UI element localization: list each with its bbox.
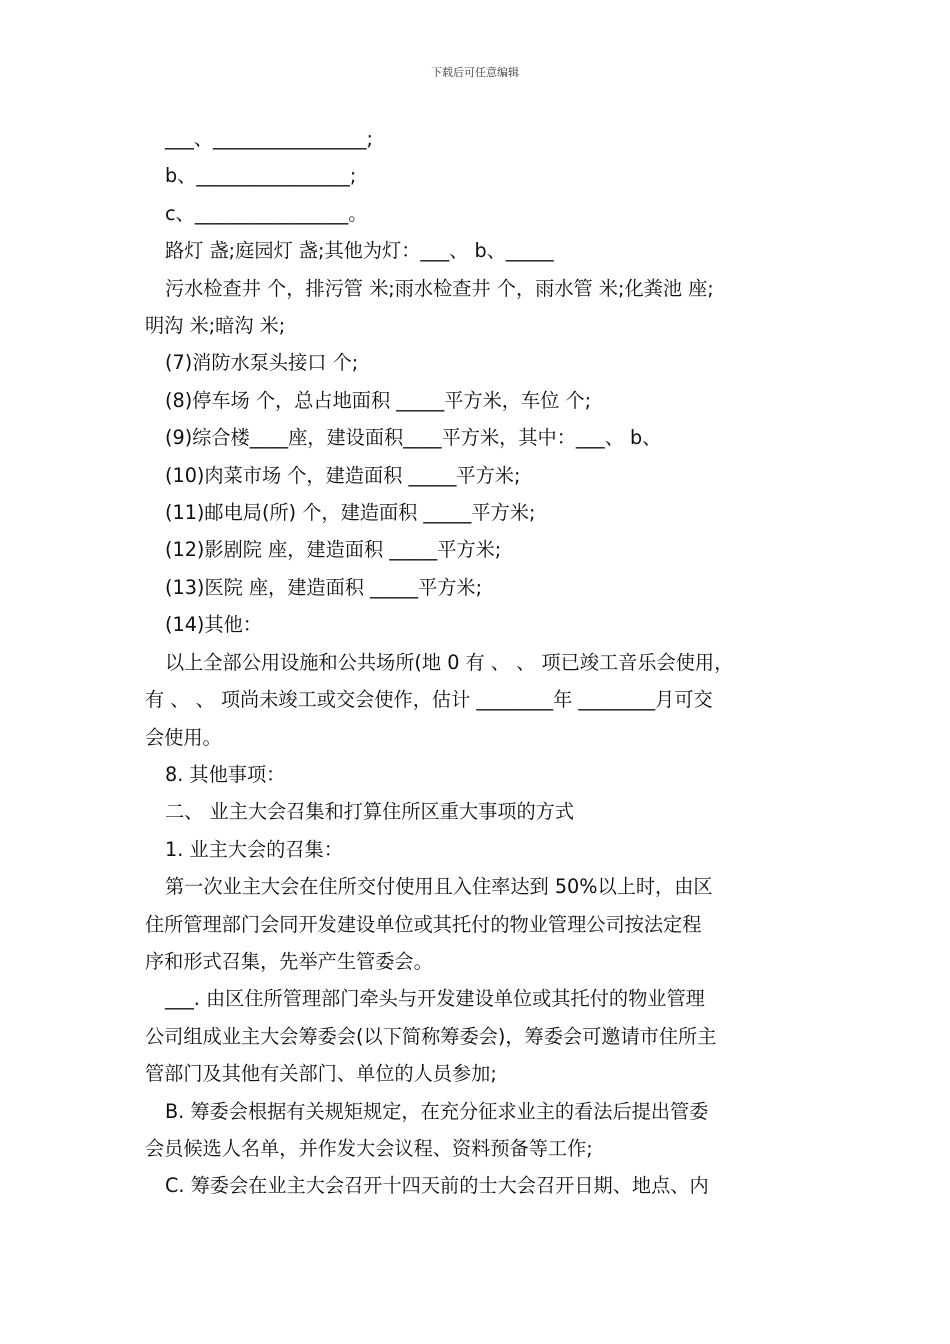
text-line: (11)邮电局(所) 个，建造面积 _____平方米; [165, 501, 536, 525]
text-line: 序和形式召集，先举产生管委会。 [145, 949, 433, 973]
text-line: 住所管理部门会同开发建设单位或其托付的物业管理公司按法定程 [145, 912, 702, 936]
text-line: (10)肉菜市场 个，建造面积 _____平方米; [165, 463, 521, 487]
text-line: (12)影剧院 座，建造面积 _____平方米; [165, 538, 502, 562]
text-line: 会使用。 [145, 725, 222, 749]
text-line: 管部门及其他有关部门、单位的人员参加; [145, 1062, 497, 1086]
text-line: C. 筹委会在业主大会召开十四天前的士大会召开日期、地点、内 [165, 1174, 709, 1198]
text-line: (8)停车场 个，总占地面积 _____平方米，车位 个; [165, 388, 592, 412]
text-line: (13)医院 座，建造面积 _____平方米; [165, 575, 483, 599]
text-line: 会员候选人名单，并作发大会议程、资料预备等工作; [145, 1136, 593, 1160]
document-body [145, 120, 810, 1205]
text-line: 路灯 盏;庭园灯 盏;其他为灯：___、 b、_____ [165, 239, 554, 263]
text-line: 以上全部公用设施和公共场所(地 0 有 、 、 项已竣工音乐会使用， [165, 650, 734, 674]
text-line: (14)其他： [165, 613, 262, 637]
text-line: ___. 由区住所管理部门牵头与开发建设单位或其托付的物业管理 [165, 987, 705, 1011]
text-line: 公司组成业主大会筹委会(以下简称筹委会)，筹委会可邀请市住所主 [145, 1024, 717, 1048]
text-line: 第一次业主大会在住所交付使用且入住率达到 50%以上时，由区 [165, 875, 713, 899]
text-line: b、________________; [165, 164, 357, 188]
text-line: (7)消防水泵头接口 个; [165, 351, 359, 375]
text-line: 污水检查井 个，排污管 米;雨水检查井 个，雨水管 米;化粪池 座; [165, 276, 714, 300]
text-line: 二、 业主大会召集和打算住所区重大事项的方式 [165, 800, 575, 824]
text-line: (9)综合楼____座，建设面积____平方米，其中：___、 b、 [165, 426, 662, 450]
text-line: 有 、 、 项尚未竣工或交会使作，估计 ________年 ________月可交 [145, 688, 713, 712]
text-line: 1. 业主大会的召集： [165, 837, 343, 861]
text-line: 8. 其他事项： [165, 762, 286, 786]
text-line: ___、________________; [165, 127, 373, 150]
page-header: 下载后可任意编辑 [431, 66, 519, 79]
text-line: B. 筹委会根据有关规矩规定，在充分征求业主的看法后提出管委 [165, 1099, 709, 1123]
text-line: c、________________。 [165, 201, 368, 225]
text-line: 明沟 米;暗沟 米; [145, 314, 286, 338]
